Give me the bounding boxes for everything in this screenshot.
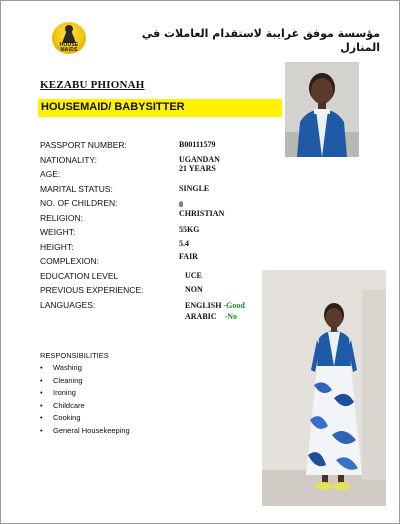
- responsibility-text: Washing: [53, 363, 82, 372]
- detail-label: RELIGION:: [40, 212, 83, 223]
- responsibility-text: General Housekeeping: [53, 425, 130, 435]
- bullet: •: [40, 400, 43, 410]
- portrait-photo: [285, 62, 359, 157]
- list-item: [40, 387, 130, 400]
- full-body-photo: [262, 270, 386, 506]
- detail-row: [40, 208, 280, 228]
- detail-value: 5.4: [179, 238, 189, 248]
- agency-logo: [52, 22, 86, 54]
- detail-value: SINGLE: [179, 183, 210, 193]
- language-name: ARABIC: [185, 311, 217, 321]
- language-name: ENGLISH: [185, 300, 222, 310]
- detail-row: [40, 164, 280, 184]
- detail-value: 0: [179, 200, 183, 209]
- responsibility-text: Ironing: [53, 388, 76, 397]
- detail-label: PREVIOUS EXPERIENCE:: [40, 285, 144, 295]
- role-highlight-band: [38, 99, 282, 117]
- detail-row: [40, 198, 280, 213]
- detail-label: NATIONALITY:: [40, 154, 97, 165]
- detail-row: [40, 285, 280, 300]
- responsibility-text: Cleaning: [53, 375, 83, 385]
- detail-label: COMPLEXION:: [40, 256, 100, 266]
- language-item: [185, 311, 245, 322]
- responsibility-text: Cooking: [53, 413, 81, 422]
- detail-row: [40, 140, 280, 155]
- detail-row: [40, 252, 280, 271]
- detail-value: UGANDAN: [179, 154, 220, 164]
- detail-row: [40, 271, 280, 286]
- portrait-photo-graphic: [285, 62, 359, 157]
- list-item: [40, 425, 130, 438]
- detail-row: [40, 238, 280, 257]
- detail-label: WEIGHT:: [40, 227, 76, 237]
- detail-label: EDUCATION LEVEL: [40, 270, 119, 281]
- detail-label: AGE:: [40, 169, 61, 179]
- language-level: -No: [224, 311, 238, 321]
- detail-value: 21 YEARS: [179, 164, 216, 173]
- responsibilities-title: RESPONSIBILITIES: [40, 351, 109, 360]
- candidate-role: HOUSEMAID/ BABYSITTER: [41, 101, 185, 113]
- detail-value: UCE: [185, 270, 202, 280]
- responsibility-text: Childcare: [53, 400, 85, 410]
- details-table: [40, 140, 280, 326]
- bullet: •: [40, 425, 43, 435]
- detail-row: [40, 184, 280, 199]
- logo-figure-head: [65, 25, 73, 33]
- language-level: -Good: [223, 300, 245, 310]
- list-item: [40, 400, 130, 413]
- detail-label: NO. OF CHILDREN:: [40, 198, 118, 208]
- agency-name-arabic: مؤسسة موفق غرايبة لاستقدام العاملات في المنازل: [141, 27, 380, 54]
- detail-value: B00111579: [179, 140, 216, 149]
- language-item: [185, 300, 245, 311]
- bullet: •: [40, 388, 43, 397]
- detail-value: NON: [185, 285, 203, 294]
- responsibilities-list: [40, 362, 130, 437]
- full-body-photo-graphic: [262, 270, 386, 506]
- logo-text: HOUSE MAIDS: [59, 42, 79, 53]
- detail-row: [40, 227, 280, 242]
- languages-row: [40, 300, 280, 326]
- bullet: •: [40, 413, 43, 422]
- languages-label: LANGUAGES:: [40, 299, 96, 310]
- candidate-name: KEZABU PHIONAH: [40, 79, 145, 91]
- bullet: •: [40, 375, 43, 385]
- detail-label: MARITAL STATUS:: [40, 183, 113, 194]
- bullet: •: [40, 363, 43, 372]
- detail-value: FAIR: [179, 252, 198, 261]
- languages-values: [185, 300, 245, 322]
- detail-value: 55KG: [179, 225, 200, 234]
- detail-value: CHRISTIAN: [179, 208, 225, 218]
- detail-label: PASSPORT NUMBER:: [40, 140, 127, 150]
- list-item: [40, 412, 130, 425]
- list-item: [40, 362, 130, 375]
- detail-label: HEIGHT:: [40, 241, 74, 252]
- list-item: [40, 375, 130, 388]
- detail-row: [40, 155, 280, 170]
